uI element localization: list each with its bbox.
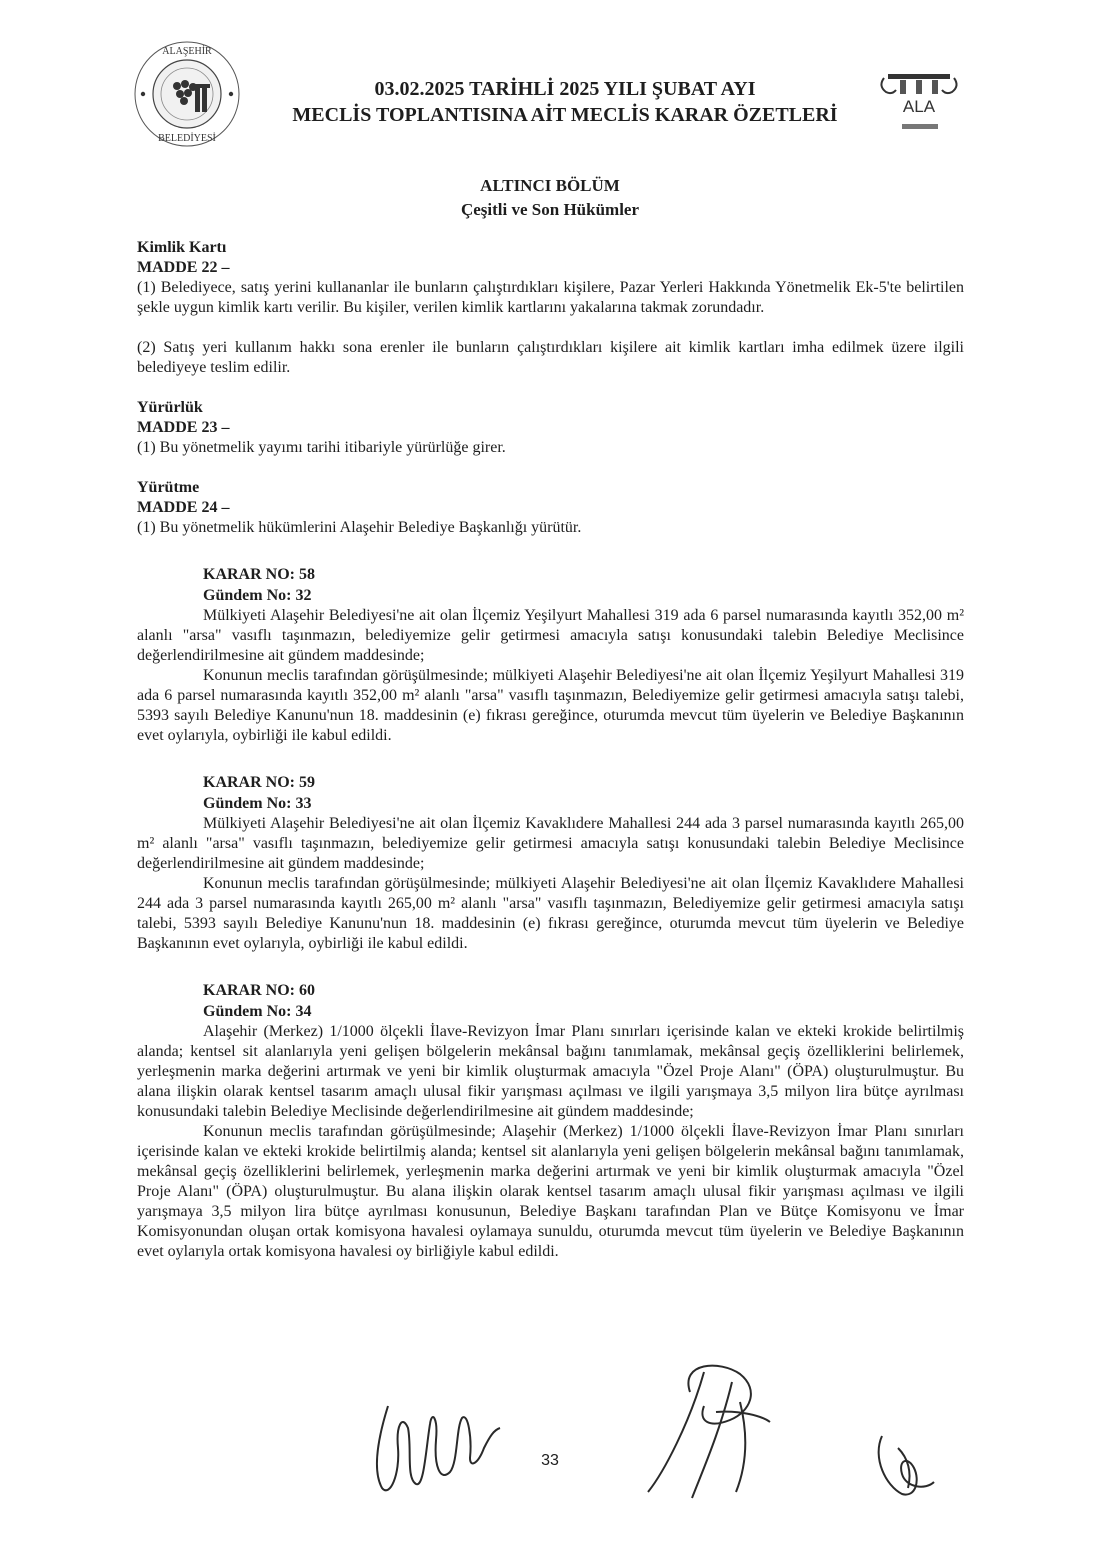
decision-paragraph: Konunun meclis tarafından görüşülmesinde; Alaşehir (Merkez) 1/1000 ölçekli İlave-Revizyon İmar Planı sınırları içerisinde kalan ve ekteki krokide belirtilmiş alanda; kentsel sit alanlarıyla yeni gelişen bölgelerin mekânsal bağını tanımlamak, mekânsal geçiş özelliklerini belirlemek, yerleşmenin marka değerini artırmak ve yeni bir kimlik oluşturmak amacıyla "Özel Proje Alanı" (ÖPA) oluşturulmuştur. Bu alana ilişkin olarak kentsel tasarım amaçlı ulusal fikir yarışması açılması ve ilgili yarışmaya 3,5 milyon lira bütçe ayrılması konusunun, Belediye Başkanı tarafından Plan ve Bütçe Komisyonu ve İmar Komisyonundan oluşan ortak komisyona havalesi oylamaya sunuldu, oturumda mevcut tüm üyelerin ve Belediye Başkanının evet oylarıyla ortak komisyona havalesi oy birliğiyle kabul edildi.	[137, 1123, 964, 1260]
svg-text:ALAŞEHİR: ALAŞEHİR	[162, 46, 212, 57]
article-paragraph: (2) Satış yeri kullanım hakkı sona erenler ile bunların çalıştırdıkları kişilere ait kimlik kartları imha edilmek üzere ilgili belediyeye teslim edilir.	[137, 339, 964, 376]
decision-paragraph: Konunun meclis tarafından görüşülmesinde; mülkiyeti Alaşehir Belediyesi'ne ait olan İlçemiz Kavaklıdere Mahallesi 244 ada 3 parsel numarasında kayıtlı 265,00 m² alanlı "arsa" vasıflı taşınmazın, Belediyemize gelir getirmesi amacıyla satışı talebi, 5393 sayılı Belediye Kanunu'nun 18. maddesinin (e) fıkrası gereğince, oturumda mevcut tüm üyelerin ve Belediye Başkanının evet oylarıyla, oybirliği ile kabul edildi.	[137, 875, 964, 952]
title-line-2: MECLİS TOPLANTISINA AİT MECLİS KARAR ÖZETLERİ	[292, 104, 838, 126]
decision-58	[137, 564, 964, 746]
decision-number: KARAR NO: 58	[203, 566, 315, 583]
article-paragraph: (1) Bu yönetmelik yayımı tarihi itibariyle yürürlüğe girer.	[137, 439, 506, 456]
article-number: MADDE 22 –	[137, 259, 230, 276]
section-heading	[300, 174, 800, 222]
decision-number: KARAR NO: 60	[203, 982, 315, 999]
article-22	[137, 238, 964, 378]
signature-icon	[360, 1388, 520, 1500]
document-title	[250, 76, 880, 128]
article-title: Yürütme	[137, 479, 200, 496]
agenda-number: Gündem No: 34	[203, 1003, 312, 1020]
decision-paragraph: Konunun meclis tarafından görüşülmesinde; mülkiyeti Alaşehir Belediyesi'ne ait olan İlçemiz Yeşilyurt Mahallesi 319 ada 6 parsel numarasında kayıtlı 352,00 m² alanlı "arsa" vasıflı taşınmazın, Belediyemize gelir getirmesi amacıyla satışı talebi, 5393 sayılı Belediye Kanunu'nun 18. maddesinin (e) fıkrası gereğince, oturumda mevcut tüm üyelerin ve Belediye Başkanının evet oylarıyla, oybirliği ile kabul edildi.	[137, 667, 964, 744]
decision-paragraph: Mülkiyeti Alaşehir Belediyesi'ne ait olan İlçemiz Kavaklıdere Mahallesi 244 ada 3 parsel numarasında kayıtlı 265,00 m² alanlı "arsa" vasıflı taşınmazın, belediyemize gelir getirmesi amacıyla satışı konusundaki talebin Belediye Meclisince değerlendirilmesine ait gündem maddesinde;	[137, 815, 964, 872]
svg-text:BELEDİYESİ: BELEDİYESİ	[158, 133, 216, 144]
signature-icon	[620, 1352, 790, 1502]
agenda-number: Gündem No: 33	[203, 795, 312, 812]
article-title: Yürürlük	[137, 399, 203, 416]
decision-59	[137, 772, 964, 954]
svg-text:ALA: ALA	[902, 97, 936, 116]
decision-paragraph: Mülkiyeti Alaşehir Belediyesi'ne ait olan İlçemiz Yeşilyurt Mahallesi 319 ada 6 parsel numarasında kayıtlı 352,00 m² alanlı "arsa" vasıflı taşınmazın, belediyemize gelir getirmesi amacıyla satışı konusundaki talebin Belediye Meclisince değerlendirilmesine ait gündem maddesinde;	[137, 607, 964, 664]
article-title: Kimlik Kartı	[137, 239, 227, 256]
section-title: ALTINCI BÖLÜM	[480, 176, 620, 195]
agenda-number: Gündem No: 32	[203, 587, 312, 604]
article-23	[137, 398, 964, 458]
article-number: MADDE 23 –	[137, 419, 230, 436]
title-line-1: 03.02.2025 TARİHLİ 2025 YILI ŞUBAT AYI	[374, 78, 756, 100]
municipality-seal-icon	[133, 40, 241, 148]
signature-icon	[868, 1428, 944, 1500]
document-body	[137, 238, 964, 1262]
page-number: 33	[541, 1452, 559, 1469]
article-24	[137, 478, 964, 538]
decision-60	[137, 980, 964, 1262]
article-paragraph: (1) Bu yönetmelik hükümlerini Alaşehir Belediye Başkanlığı yürütür.	[137, 519, 582, 536]
section-subtitle: Çeşitli ve Son Hükümler	[460, 200, 640, 219]
article-number: MADDE 24 –	[137, 499, 230, 516]
article-paragraph: (1) Belediyece, satış yerini kullananlar ile bunların çalıştırdıkları kişilere, Pazar Yerleri Hakkında Yönetmelik Ek-5'te belirtilen şekle uygun kimlik kartı verilir. Bu kişiler, verilen kimlik kartlarını yakalarına takmak zorundadır.	[137, 279, 964, 316]
decision-number: KARAR NO: 59	[203, 774, 315, 791]
column-logo-icon	[876, 68, 962, 134]
decision-paragraph: Alaşehir (Merkez) 1/1000 ölçekli İlave-Revizyon İmar Planı sınırları içerisinde kalan ve ekteki krokide belirtilmiş alanda; kentsel sit alanlarıyla yeni gelişen bölgelerin mekânsal bağını tanımlamak, mekânsal geçiş özelliklerini belirlemek, yerleşmenin marka değerini artırmak ve yeni bir kimlik oluşturmak amacıyla "Özel Proje Alanı" (ÖPA) oluşturulmuştur. Bu alana ilişkin olarak kentsel tasarım amaçlı ulusal fikir yarışması açılması ve ilgili yarışmaya 3,5 milyon lira bütçe ayrılması konusundaki talebin Belediye Meclisinde değerlendirilmesine ait gündem maddesinde;	[137, 1023, 964, 1120]
